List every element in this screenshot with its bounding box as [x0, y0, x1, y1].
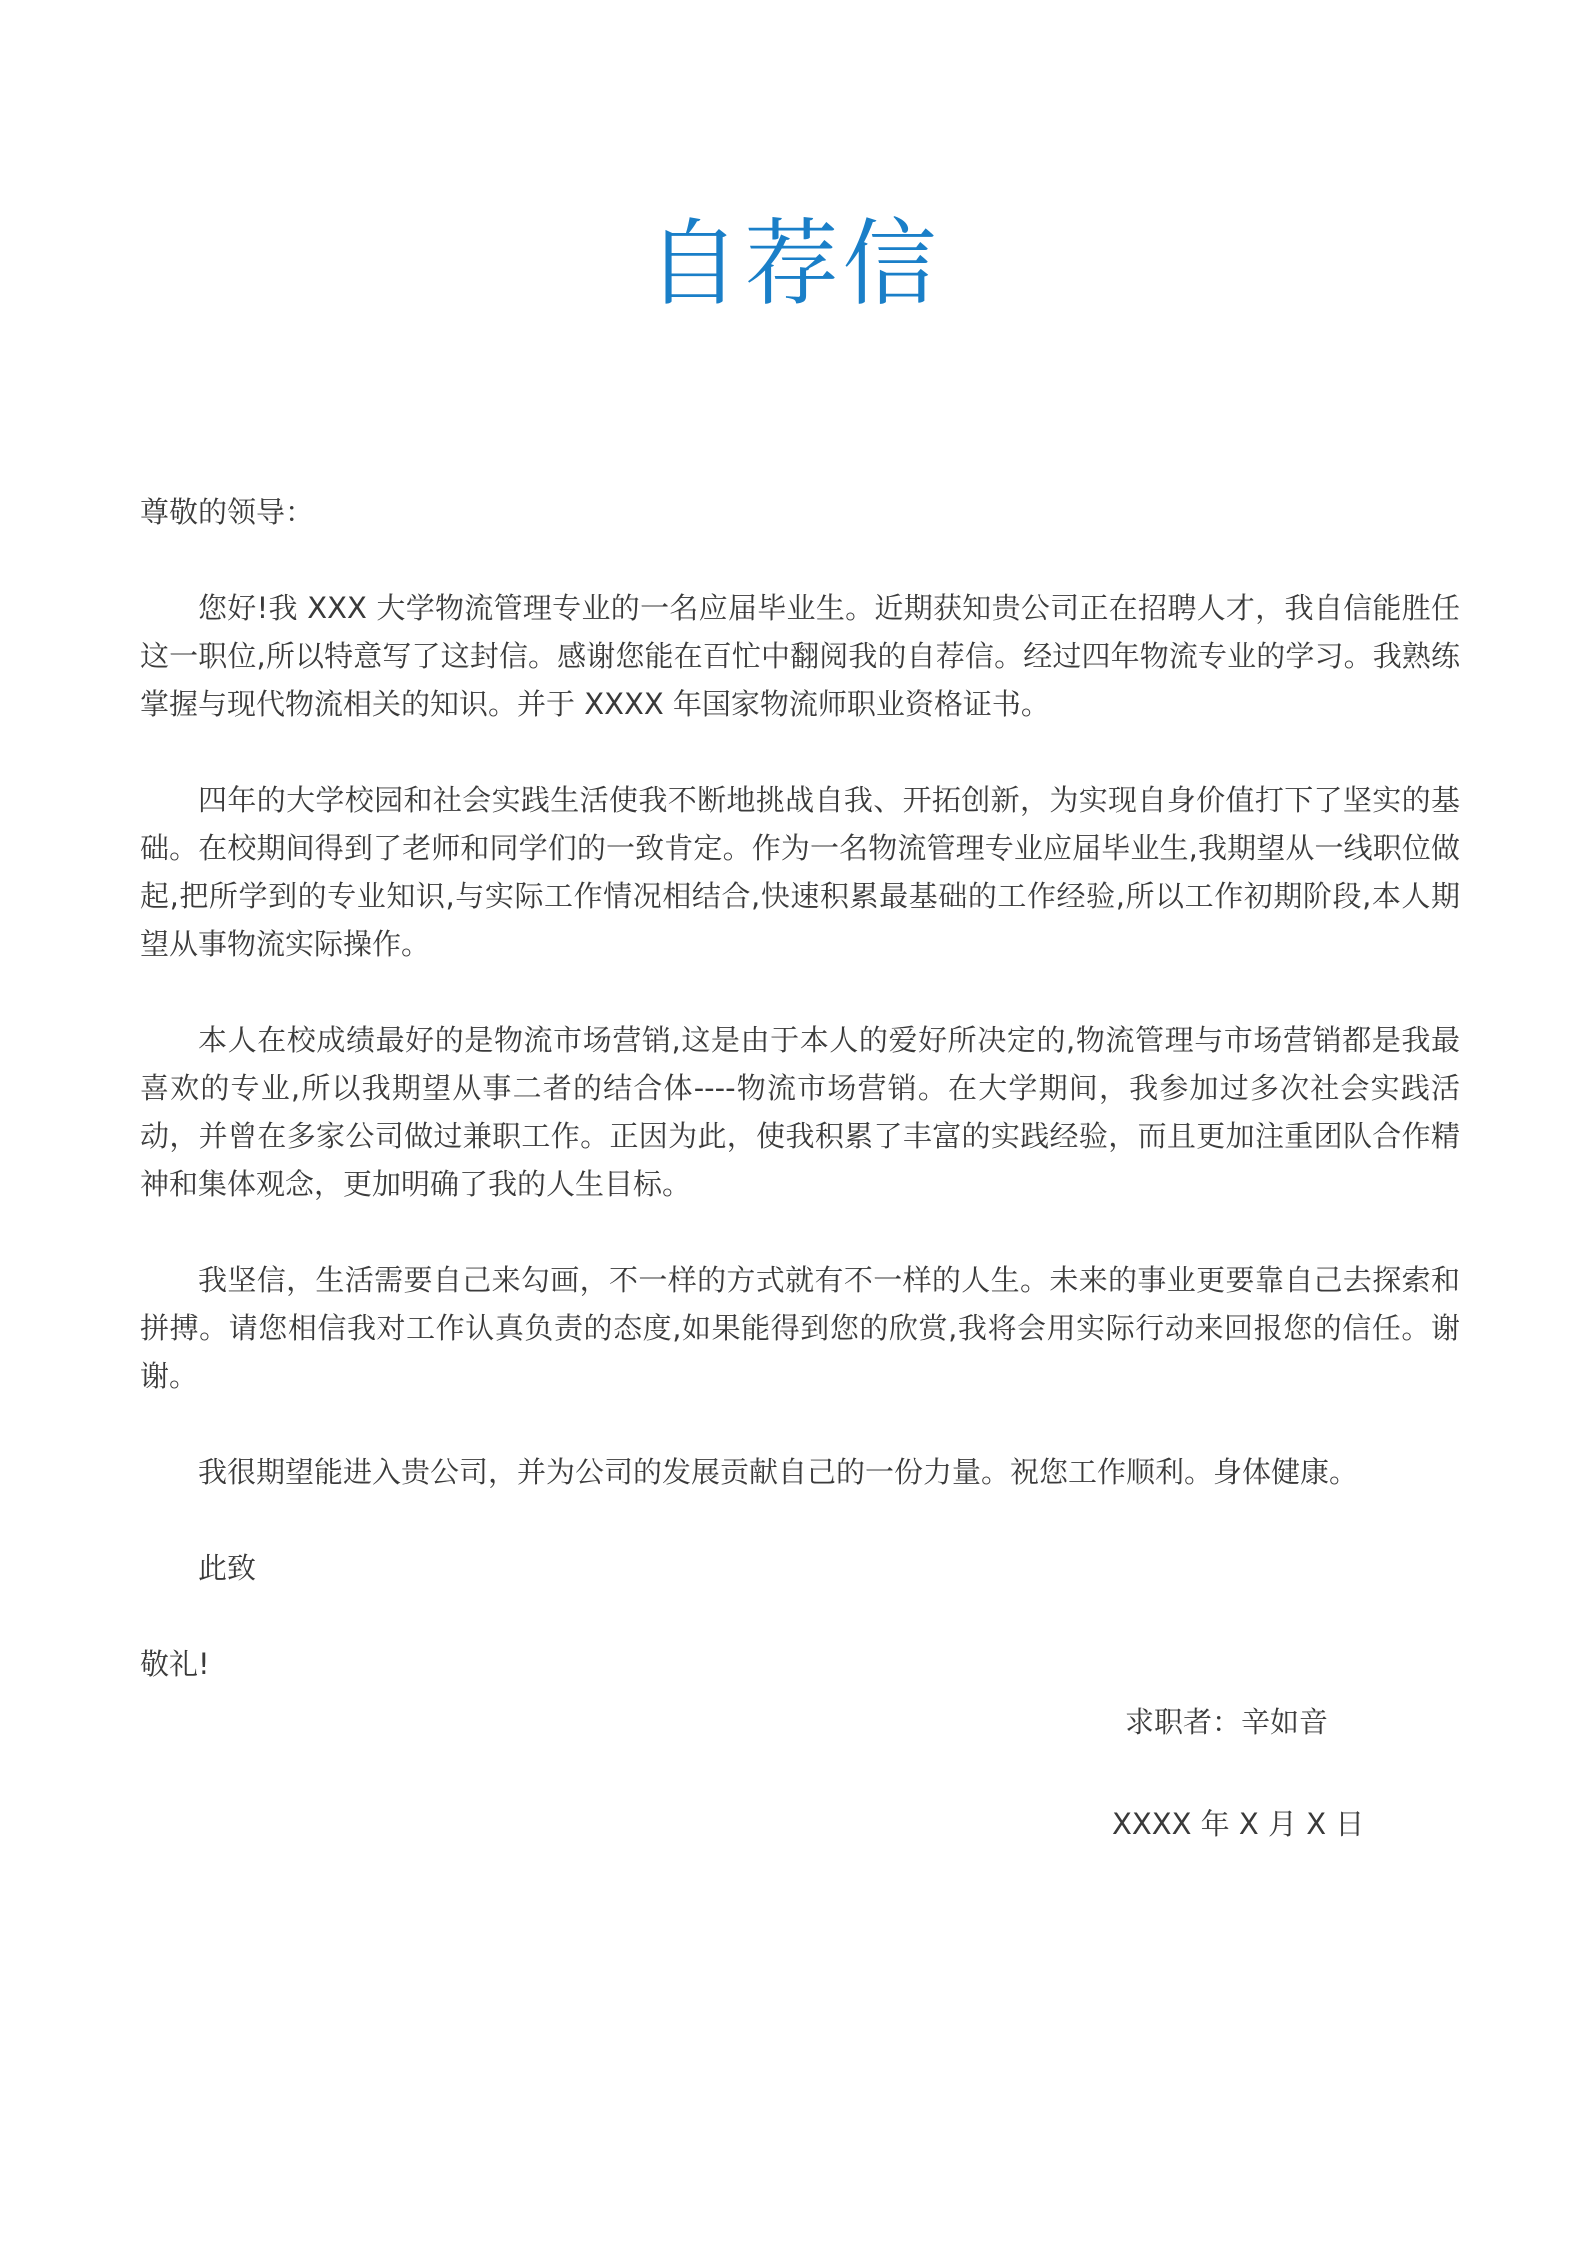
paragraph-intro: 您好!我 XXX 大学物流管理专业的一名应届毕业生。近期获知贵公司正在招聘人才，我自信能胜任这一职位,所以特意写了这封信。感谢您能在百忙中翻阅我的自荐信。经过四年物流专业的学习。我熟练掌握与现代物流相关的知识。并于 XXXX 年国家物流师职业资格证书。 — [140, 591, 1460, 721]
closing-line-1: 此致 — [198, 1551, 257, 1585]
letter-date: XXXX 年 X 月 X 日 — [1112, 1807, 1365, 1841]
closing-line-2: 敬礼! — [140, 1647, 210, 1681]
signature: 求职者：辛如音 — [1125, 1705, 1329, 1739]
paragraph-specialty: 本人在校成绩最好的是物流市场营销,这是由于本人的爱好所决定的,物流管理与市场营销都是我最喜欢的专业,所以我期望从事二者的结合体----物流市场营销。在大学期间，我参加过多次社会实践活动，并曾在多家公司做过兼职工作。正因为此，使我积累了丰富的实践经验，而且更加注重团队合作精神和集体观念，更加明确了我的人生目标。 — [140, 1023, 1460, 1201]
paragraph-university-life: 四年的大学校园和社会实践生活使我不断地挑战自我、开拓创新，为实现自身价值打下了坚实的基础。在校期间得到了老师和同学们的一致肯定。作为一名物流管理专业应届毕业生,我期望从一线职位做起,把所学到的专业知识,与实际工作情况相结合,快速积累最基础的工作经验,所以工作初期阶段,本人期望从事物流实际操作。 — [140, 783, 1460, 961]
paragraph-belief: 我坚信，生活需要自己来勾画，不一样的方式就有不一样的人生。未来的事业更要靠自己去探索和拼搏。请您相信我对工作认真负责的态度,如果能得到您的欣赏,我将会用实际行动来回报您的信任。谢谢。 — [140, 1263, 1460, 1393]
paragraph-hope: 我很期望能进入贵公司，并为公司的发展贡献自己的一份力量。祝您工作顺利。身体健康。 — [198, 1455, 1359, 1489]
letter-body — [140, 488, 1460, 1688]
document-title: 自荐信 — [646, 210, 941, 319]
salutation: 尊敬的领导： — [140, 495, 315, 529]
